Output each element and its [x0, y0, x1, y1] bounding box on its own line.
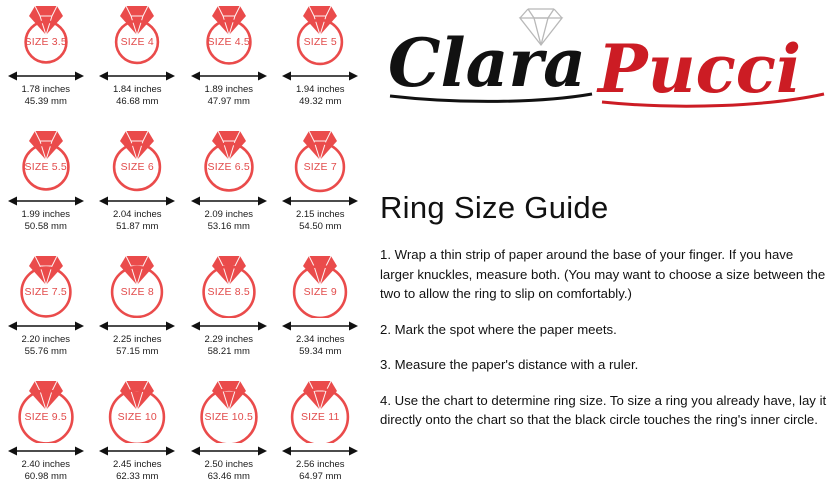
ring-size-label: SIZE 5.5: [24, 161, 67, 173]
ring-size-label: SIZE 4.5: [207, 36, 250, 48]
ring-millimeters: 47.97 mm: [207, 95, 250, 107]
ring-inches: 2.15 inches: [295, 209, 345, 220]
ring-measurements: [113, 459, 162, 482]
ring-size-label: SIZE 11: [300, 411, 340, 423]
ring-size-cell: [183, 250, 275, 375]
ring-millimeters: 60.98 mm: [24, 470, 67, 482]
ring-inches: 1.78 inches: [21, 84, 71, 95]
ring-illustration: [96, 127, 178, 193]
ring-millimeters: 62.33 mm: [116, 470, 159, 482]
ring-size-cell: [275, 250, 367, 375]
ring-millimeters: 55.76 mm: [24, 345, 67, 357]
diamond-gem-icon: [303, 381, 337, 410]
ring-illustration: [188, 377, 270, 443]
ring-inches: 1.94 inches: [295, 84, 345, 95]
diamond-gem-icon: [120, 131, 154, 160]
ring-illustration: [5, 377, 87, 443]
brand-logo: [380, 4, 830, 109]
measure-arrow: [280, 319, 360, 333]
ring-inches: 2.20 inches: [21, 334, 71, 345]
ring-size-cell: [183, 0, 275, 125]
measure-arrow: [97, 69, 177, 83]
ring-millimeters: 63.46 mm: [207, 470, 250, 482]
ring-inches: 2.34 inches: [295, 334, 345, 345]
brand-logo-svg: [380, 4, 830, 109]
ring-measurements: [113, 334, 162, 357]
ring-size-label: SIZE 4: [120, 36, 154, 48]
ring-measurements: [21, 84, 70, 107]
ring-measurements: [204, 84, 253, 107]
ring-illustration: [5, 127, 87, 193]
brand-name-first: Clara: [388, 24, 586, 102]
ring-millimeters: 49.32 mm: [299, 95, 342, 107]
ring-size-label: SIZE 5: [303, 36, 337, 48]
ring-size-label: SIZE 10.5: [204, 411, 253, 423]
ring-size-cell: [275, 0, 367, 125]
ring-illustration: [5, 252, 87, 318]
measure-arrow: [6, 69, 86, 83]
diamond-gem-icon: [212, 381, 246, 410]
ring-illustration: [188, 127, 270, 193]
measure-arrow: [97, 194, 177, 208]
measure-arrow: [280, 444, 360, 458]
ring-size-chart: [0, 0, 366, 501]
instruction-step: 3. Measure the paper's distance with a ruler.: [380, 357, 639, 372]
ring-size-label: SIZE 8.5: [207, 286, 250, 298]
ring-size-label: SIZE 9: [303, 286, 337, 298]
measure-arrow: [97, 444, 177, 458]
measure-arrow: [6, 444, 86, 458]
ring-illustration: [96, 377, 178, 443]
ring-size-cell: [275, 375, 367, 500]
ring-inches: 2.04 inches: [112, 209, 162, 220]
ring-illustration: [188, 252, 270, 318]
ring-measurements: [204, 209, 253, 232]
ring-millimeters: 50.58 mm: [24, 220, 67, 232]
ring-size-label: SIZE 7.5: [24, 286, 67, 298]
ring-illustration: [96, 252, 178, 318]
ring-size-label: SIZE 6.5: [207, 161, 250, 173]
ring-inches: 2.09 inches: [204, 209, 254, 220]
ring-millimeters: 64.97 mm: [299, 470, 342, 482]
measure-arrow: [189, 319, 269, 333]
measure-arrow: [280, 194, 360, 208]
instruction-step: 1. Wrap a thin strip of paper around the base of your finger. If you have larger knuckles, measure both. (You may want to choose a size between the two to allow the ring to slip on comfortably.): [380, 247, 826, 301]
brand-name-second: Pucci: [598, 30, 802, 108]
ring-illustration: [5, 2, 87, 68]
instruction-step: 4. Use the chart to determine ring size. To size a ring you already have, lay it directly onto the chart so that the black circle touches the ring's inner circle.: [380, 392, 827, 427]
ring-illustration: [96, 2, 178, 68]
ring-illustration: [279, 127, 361, 193]
ring-inches: 2.25 inches: [112, 334, 162, 345]
ring-measurements: [296, 84, 345, 107]
ring-inches: 2.56 inches: [295, 459, 345, 470]
measure-arrow: [97, 319, 177, 333]
page-title: Ring Size Guide: [380, 190, 609, 225]
ring-measurements: [113, 209, 162, 232]
ring-inches: 2.45 inches: [112, 459, 162, 470]
ring-inches: 1.89 inches: [204, 84, 254, 95]
ring-millimeters: 54.50 mm: [299, 220, 342, 232]
ring-illustration: [279, 252, 361, 318]
ring-size-label: SIZE 6: [120, 161, 154, 173]
ring-size-cell: [0, 250, 92, 375]
ring-illustration: [279, 2, 361, 68]
guide-panel: [370, 0, 839, 501]
ring-size-label: SIZE 3.5: [24, 36, 67, 48]
ring-millimeters: 46.68 mm: [116, 95, 159, 107]
ring-measurements: [204, 334, 253, 357]
diamond-gem-icon: [303, 256, 337, 285]
ring-size-cell: [92, 0, 184, 125]
ring-illustration: [188, 2, 270, 68]
ring-inches: 2.50 inches: [204, 459, 254, 470]
ring-size-label: SIZE 8: [120, 286, 154, 298]
measure-arrow: [280, 69, 360, 83]
ring-size-cell: [0, 0, 92, 125]
ring-inches: 1.84 inches: [112, 84, 162, 95]
ring-size-cell: [183, 125, 275, 250]
ring-size-cell: [0, 375, 92, 500]
ring-size-cell: [183, 375, 275, 500]
ring-size-cell: [92, 125, 184, 250]
ring-size-cell: [92, 250, 184, 375]
ring-inches: 2.40 inches: [21, 459, 71, 470]
measure-arrow: [189, 444, 269, 458]
ring-millimeters: 59.34 mm: [299, 345, 342, 357]
ring-measurements: [21, 459, 70, 482]
ring-size-label: SIZE 9.5: [24, 411, 67, 423]
measure-arrow: [6, 194, 86, 208]
ring-measurements: [113, 84, 162, 107]
ring-millimeters: 58.21 mm: [207, 345, 250, 357]
instruction-list: [380, 245, 828, 430]
ring-millimeters: 51.87 mm: [116, 220, 159, 232]
ring-measurements: [296, 209, 345, 232]
measure-arrow: [189, 194, 269, 208]
ring-inches: 1.99 inches: [21, 209, 71, 220]
diamond-gem-icon: [120, 381, 154, 410]
ring-millimeters: 45.39 mm: [24, 95, 67, 107]
ring-size-label: SIZE 10: [117, 411, 157, 423]
ring-millimeters: 53.16 mm: [207, 220, 250, 232]
ring-measurements: [204, 459, 253, 482]
measure-arrow: [189, 69, 269, 83]
ring-millimeters: 57.15 mm: [116, 345, 159, 357]
ring-measurements: [21, 334, 70, 357]
instruction-step: 2. Mark the spot where the paper meets.: [380, 321, 617, 337]
ring-size-label: SIZE 7: [303, 161, 337, 173]
ring-size-cell: [275, 125, 367, 250]
ring-size-cell: [92, 375, 184, 500]
diamond-gem-icon: [29, 381, 63, 410]
ring-measurements: [296, 459, 345, 482]
measure-arrow: [6, 319, 86, 333]
ring-inches: 2.29 inches: [204, 334, 254, 345]
ring-measurements: [296, 334, 345, 357]
ring-illustration: [279, 377, 361, 443]
ring-size-cell: [0, 125, 92, 250]
ring-measurements: [21, 209, 70, 232]
